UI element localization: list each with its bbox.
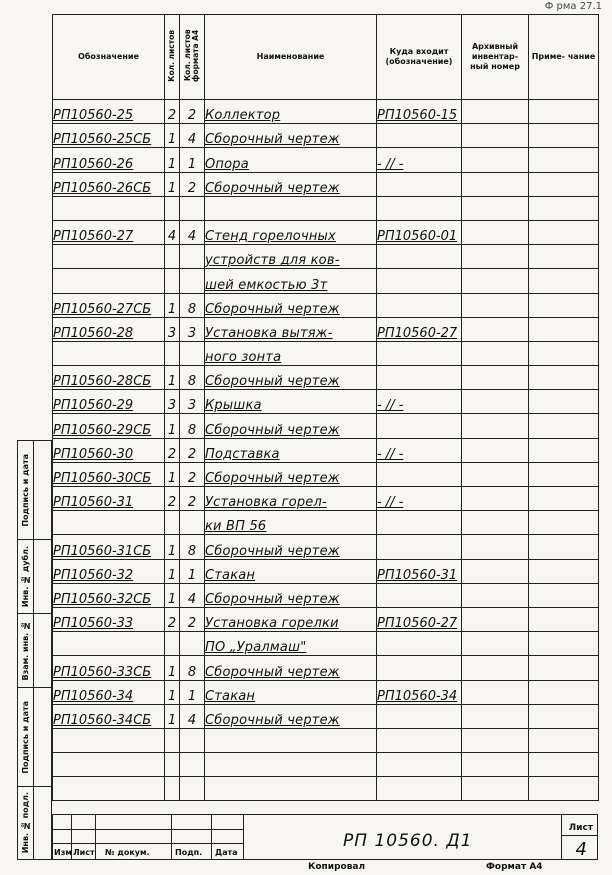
row-note [529, 100, 599, 124]
row-name [205, 728, 377, 752]
row-designation: РП10560-32СБ [53, 583, 165, 607]
row-qty-sheets-a4: 1 [180, 680, 205, 704]
row-name: Крышка [205, 390, 377, 414]
row-where-used [377, 366, 462, 390]
row-archive-no [462, 317, 529, 341]
header-qty-sheets-a4 [180, 15, 205, 100]
stamp-label-doc-no: № докум. [105, 848, 150, 857]
header-qty-sheets-a4-text: Кол. листов формата А4 [183, 29, 200, 82]
row-where-used [377, 341, 462, 365]
row-designation: РП10560-30СБ [53, 462, 165, 486]
row-name [205, 777, 377, 801]
row-name: Сборочный чертеж [205, 462, 377, 486]
row-qty-sheets [165, 632, 180, 656]
row-designation: РП10560-33 [53, 607, 165, 631]
row-designation [53, 632, 165, 656]
row-archive-no [462, 728, 529, 752]
row-archive-no [462, 196, 529, 220]
row-designation: РП10560-28СБ [53, 366, 165, 390]
row-note [529, 607, 599, 631]
row-where-used [377, 632, 462, 656]
row-qty-sheets-a4 [180, 245, 205, 269]
row-archive-no [462, 632, 529, 656]
table-row [53, 511, 599, 535]
row-name: Стакан [205, 680, 377, 704]
header-row [53, 15, 599, 100]
table-row [53, 583, 599, 607]
table-row [53, 632, 599, 656]
row-archive-no [462, 559, 529, 583]
header-qty-sheets-text: Кол. листов [167, 29, 177, 82]
row-note [529, 632, 599, 656]
row-where-used [377, 777, 462, 801]
row-name: шей емкостью 3т [205, 269, 377, 293]
row-designation [53, 245, 165, 269]
row-name: устройств для ков- [205, 245, 377, 269]
row-name: ного зонта [205, 341, 377, 365]
row-designation: РП10560-29 [53, 390, 165, 414]
table-row [53, 293, 599, 317]
table-row [53, 559, 599, 583]
row-qty-sheets-a4: 3 [180, 317, 205, 341]
row-note [529, 317, 599, 341]
row-archive-no [462, 293, 529, 317]
row-archive-no [462, 462, 529, 486]
table-row [53, 438, 599, 462]
row-where-used: РП10560-34 [377, 680, 462, 704]
row-where-used [377, 196, 462, 220]
row-designation [53, 753, 165, 777]
side-label: Подпись и дата [21, 453, 30, 527]
row-qty-sheets-a4: 3 [180, 390, 205, 414]
row-qty-sheets [165, 728, 180, 752]
row-qty-sheets: 4 [165, 220, 180, 244]
row-qty-sheets [165, 341, 180, 365]
row-qty-sheets [165, 245, 180, 269]
row-where-used: РП10560-15 [377, 100, 462, 124]
table-body [53, 100, 599, 801]
row-note [529, 390, 599, 414]
row-qty-sheets [165, 777, 180, 801]
row-name: Опора [205, 148, 377, 172]
row-name: Установка горел- [205, 487, 377, 511]
header-designation: Обозначение [53, 15, 165, 100]
row-archive-no [462, 124, 529, 148]
row-name [205, 196, 377, 220]
row-qty-sheets: 1 [165, 462, 180, 486]
row-name: Сборочный чертеж [205, 535, 377, 559]
row-qty-sheets: 1 [165, 680, 180, 704]
row-qty-sheets: 1 [165, 414, 180, 438]
row-archive-no [462, 269, 529, 293]
row-qty-sheets [165, 511, 180, 535]
stamp-label-date: Дата [215, 848, 238, 857]
row-name: Сборочный чертеж [205, 124, 377, 148]
row-designation: РП10560-30 [53, 438, 165, 462]
row-note [529, 704, 599, 728]
header-where-used: Куда входит (обозначение) [377, 15, 462, 100]
row-archive-no [462, 535, 529, 559]
footer-format: Формат А4 [486, 862, 543, 872]
row-designation: РП10560-25СБ [53, 124, 165, 148]
row-designation [53, 728, 165, 752]
form-label: Ф рма 27.1 [544, 1, 602, 12]
row-qty-sheets: 1 [165, 124, 180, 148]
row-designation: РП10560-33СБ [53, 656, 165, 680]
row-note [529, 535, 599, 559]
side-label: Инв. № дубл. [21, 545, 30, 608]
row-where-used [377, 245, 462, 269]
row-where-used: РП10560-31 [377, 559, 462, 583]
table-row [53, 100, 599, 124]
side-cell-signature-date [17, 687, 52, 787]
row-qty-sheets-a4: 1 [180, 148, 205, 172]
header-qty-sheets [165, 15, 180, 100]
row-name: Сборочный чертеж [205, 172, 377, 196]
row-note [529, 414, 599, 438]
row-qty-sheets: 1 [165, 293, 180, 317]
row-where-used [377, 535, 462, 559]
row-archive-no [462, 172, 529, 196]
row-name: ПО „Уралмаш" [205, 632, 377, 656]
row-note [529, 462, 599, 486]
table-row [53, 704, 599, 728]
row-archive-no [462, 583, 529, 607]
row-note [529, 583, 599, 607]
row-archive-no [462, 487, 529, 511]
row-qty-sheets: 3 [165, 390, 180, 414]
row-note [529, 366, 599, 390]
row-qty-sheets: 1 [165, 148, 180, 172]
table-row [53, 341, 599, 365]
row-name: Сборочный чертеж [205, 414, 377, 438]
row-note [529, 728, 599, 752]
row-designation: РП10560-29СБ [53, 414, 165, 438]
row-qty-sheets-a4: 4 [180, 704, 205, 728]
row-name: Установка горелки [205, 607, 377, 631]
row-designation [53, 269, 165, 293]
row-qty-sheets-a4: 2 [180, 172, 205, 196]
row-where-used [377, 414, 462, 438]
table-row [53, 196, 599, 220]
row-note [529, 148, 599, 172]
row-archive-no [462, 341, 529, 365]
table-row [53, 124, 599, 148]
table-row [53, 245, 599, 269]
row-note [529, 293, 599, 317]
table-row [53, 607, 599, 631]
row-archive-no [462, 438, 529, 462]
row-archive-no [462, 220, 529, 244]
row-where-used: РП10560-27 [377, 317, 462, 341]
row-where-used [377, 269, 462, 293]
row-where-used [377, 293, 462, 317]
table-row [53, 728, 599, 752]
row-archive-no [462, 753, 529, 777]
row-archive-no [462, 414, 529, 438]
row-note [529, 124, 599, 148]
title-block [52, 814, 598, 860]
table-row [53, 317, 599, 341]
row-where-used [377, 656, 462, 680]
row-archive-no [462, 511, 529, 535]
row-designation: РП10560-31 [53, 487, 165, 511]
side-stamp-strip [17, 440, 52, 860]
row-archive-no [462, 607, 529, 631]
row-qty-sheets: 2 [165, 438, 180, 462]
row-note [529, 341, 599, 365]
row-qty-sheets-a4: 8 [180, 656, 205, 680]
row-where-used: - // - [377, 390, 462, 414]
row-qty-sheets-a4: 8 [180, 293, 205, 317]
row-note [529, 196, 599, 220]
row-where-used [377, 462, 462, 486]
header-note: Приме- чание [529, 15, 599, 100]
row-name [205, 753, 377, 777]
row-qty-sheets: 1 [165, 366, 180, 390]
row-archive-no [462, 704, 529, 728]
row-name: Стакан [205, 559, 377, 583]
row-designation: РП10560-27СБ [53, 293, 165, 317]
row-qty-sheets-a4 [180, 341, 205, 365]
sheet-label: Лист [568, 823, 593, 833]
row-qty-sheets: 2 [165, 100, 180, 124]
row-qty-sheets-a4: 2 [180, 607, 205, 631]
document-designation: РП 10560. Д1 [343, 831, 473, 851]
header-archive-no: Архивный инвентар- ный номер [462, 15, 529, 100]
row-qty-sheets: 1 [165, 656, 180, 680]
row-where-used: - // - [377, 148, 462, 172]
row-name: Сборочный чертеж [205, 293, 377, 317]
row-where-used [377, 753, 462, 777]
table-row [53, 462, 599, 486]
row-qty-sheets: 3 [165, 317, 180, 341]
row-qty-sheets: 1 [165, 583, 180, 607]
row-designation: РП10560-28 [53, 317, 165, 341]
row-archive-no [462, 680, 529, 704]
row-designation [53, 341, 165, 365]
row-qty-sheets-a4 [180, 753, 205, 777]
row-qty-sheets [165, 196, 180, 220]
row-where-used: РП10560-27 [377, 607, 462, 631]
side-cell-signature-date-top [17, 440, 52, 540]
row-name: Сборочный чертеж [205, 704, 377, 728]
row-qty-sheets [165, 753, 180, 777]
row-where-used [377, 172, 462, 196]
row-qty-sheets-a4: 2 [180, 438, 205, 462]
row-note [529, 487, 599, 511]
table-row [53, 172, 599, 196]
table-row [53, 680, 599, 704]
row-note [529, 777, 599, 801]
table-row [53, 753, 599, 777]
row-archive-no [462, 390, 529, 414]
row-name: Стенд горелочных [205, 220, 377, 244]
table-row [53, 777, 599, 801]
row-qty-sheets-a4 [180, 777, 205, 801]
row-designation [53, 196, 165, 220]
row-note [529, 220, 599, 244]
table-row [53, 535, 599, 559]
row-archive-no [462, 366, 529, 390]
row-qty-sheets: 1 [165, 535, 180, 559]
row-note [529, 438, 599, 462]
row-note [529, 559, 599, 583]
row-where-used: РП10560-01 [377, 220, 462, 244]
row-name: Сборочный чертеж [205, 583, 377, 607]
row-qty-sheets: 1 [165, 559, 180, 583]
table-row [53, 656, 599, 680]
sheet-number: 4 [575, 839, 587, 860]
row-designation: РП10560-34СБ [53, 704, 165, 728]
table-row [53, 414, 599, 438]
row-qty-sheets: 1 [165, 172, 180, 196]
row-qty-sheets-a4: 1 [180, 559, 205, 583]
table-row [53, 220, 599, 244]
row-designation: РП10560-27 [53, 220, 165, 244]
row-designation: РП10560-26 [53, 148, 165, 172]
row-qty-sheets-a4 [180, 511, 205, 535]
row-name: ки ВП 56 [205, 511, 377, 535]
row-name: Сборочный чертеж [205, 656, 377, 680]
row-qty-sheets-a4: 4 [180, 124, 205, 148]
row-where-used [377, 583, 462, 607]
row-qty-sheets [165, 269, 180, 293]
row-qty-sheets-a4 [180, 196, 205, 220]
row-archive-no [462, 777, 529, 801]
header-name: Наименование [205, 15, 377, 100]
row-where-used [377, 704, 462, 728]
side-label: Взам. инв. № [21, 620, 30, 681]
row-designation: РП10560-32 [53, 559, 165, 583]
row-name: Установка вытяж- [205, 317, 377, 341]
footer-copied: Копировал [308, 862, 366, 872]
table-row [53, 366, 599, 390]
row-name: Сборочный чертеж [205, 366, 377, 390]
row-note [529, 680, 599, 704]
row-qty-sheets-a4: 2 [180, 100, 205, 124]
row-qty-sheets-a4 [180, 632, 205, 656]
register-table [52, 14, 599, 801]
row-qty-sheets-a4: 2 [180, 487, 205, 511]
side-cell-orig-inv [17, 786, 52, 860]
row-where-used: - // - [377, 438, 462, 462]
row-note [529, 511, 599, 535]
row-qty-sheets-a4: 8 [180, 414, 205, 438]
row-archive-no [462, 100, 529, 124]
row-name: Подставка [205, 438, 377, 462]
row-qty-sheets-a4 [180, 269, 205, 293]
row-designation: РП10560-34 [53, 680, 165, 704]
row-where-used [377, 511, 462, 535]
row-note [529, 753, 599, 777]
row-archive-no [462, 245, 529, 269]
row-archive-no [462, 656, 529, 680]
side-cell-dup-inv [17, 539, 52, 614]
row-qty-sheets-a4 [180, 728, 205, 752]
row-name: Коллектор [205, 100, 377, 124]
row-designation: РП10560-31СБ [53, 535, 165, 559]
side-label: Инв. № подл. [21, 792, 30, 854]
row-qty-sheets-a4: 4 [180, 583, 205, 607]
row-note [529, 269, 599, 293]
row-note [529, 172, 599, 196]
row-qty-sheets-a4: 8 [180, 366, 205, 390]
row-qty-sheets-a4: 8 [180, 535, 205, 559]
row-where-used [377, 728, 462, 752]
stamp-label-change: Изм [54, 848, 72, 857]
table-row [53, 269, 599, 293]
stamp-label-sheet: Лист [73, 848, 95, 857]
row-designation [53, 777, 165, 801]
side-cell-replace-inv [17, 613, 52, 688]
row-note [529, 656, 599, 680]
table-row [53, 487, 599, 511]
row-qty-sheets: 1 [165, 704, 180, 728]
row-qty-sheets-a4: 4 [180, 220, 205, 244]
row-qty-sheets: 2 [165, 607, 180, 631]
stamp-label-signature: Подп. [175, 848, 203, 857]
row-where-used [377, 124, 462, 148]
row-archive-no [462, 148, 529, 172]
row-qty-sheets-a4: 2 [180, 462, 205, 486]
row-where-used: - // - [377, 487, 462, 511]
table-row [53, 390, 599, 414]
row-designation [53, 511, 165, 535]
row-qty-sheets: 2 [165, 487, 180, 511]
row-designation: РП10560-25 [53, 100, 165, 124]
side-label: Подпись и дата [21, 700, 30, 774]
row-designation: РП10560-26СБ [53, 172, 165, 196]
row-note [529, 245, 599, 269]
table-row [53, 148, 599, 172]
